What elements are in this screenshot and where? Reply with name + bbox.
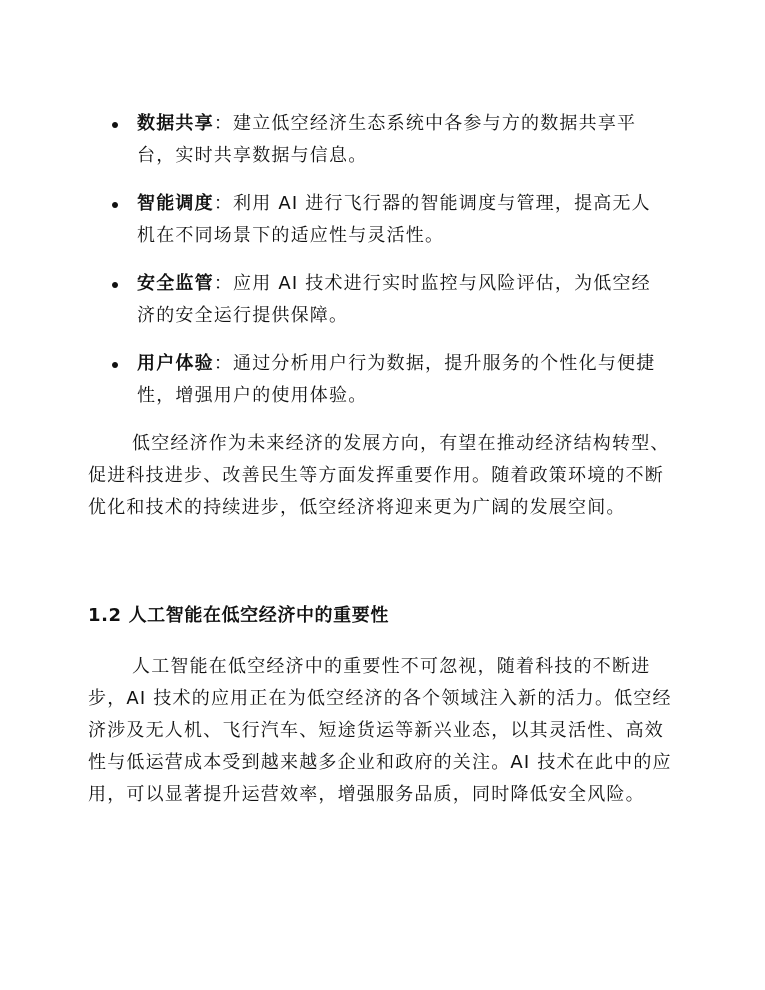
bullet-colon: ：	[213, 353, 234, 374]
bullet-text: 通过分析用户行为数据，提升服务的个性化与便捷性，增强用户的使用体验。	[137, 353, 656, 406]
bullet-item-user-experience	[0, 348, 667, 412]
bullet-list	[0, 108, 765, 428]
bullet-colon: ：	[213, 273, 234, 294]
section-title: 人工智能在低空经济中的重要性	[128, 605, 389, 626]
bullet-text: 建立低空经济生态系统中各参与方的数据共享平台，实时共享数据与信息。	[137, 113, 637, 166]
bullet-title: 智能调度	[137, 193, 214, 214]
bullet-item-data-sharing	[0, 108, 667, 172]
bullet-title: 数据共享	[137, 113, 214, 134]
bullet-dot	[112, 362, 118, 368]
section-number: 1.2	[88, 605, 122, 626]
body-paragraph: 低空经济作为未来经济的发展方向，有望在推动经济结构转型、促进科技进步、改善民生等方面发挥重要作用。随着政策环境的不断优化和技术的持续进步，低空经济将迎来更为广阔的发展空间。	[88, 433, 670, 518]
bullet-text: 利用 AI 进行飞行器的智能调度与管理，提高无人机在不同场景下的适应性与灵活性。	[137, 193, 651, 246]
bullet-dot	[112, 282, 118, 288]
bullet-title: 安全监管	[137, 273, 214, 294]
bullet-item-safety-supervision	[0, 268, 667, 332]
bullet-item-smart-scheduling	[0, 188, 667, 252]
section-heading	[88, 600, 389, 632]
bullet-dot	[112, 122, 118, 128]
body-paragraph: 人工智能在低空经济中的重要性不可忽视，随着科技的不断进步，AI 技术的应用正在为低空经济的各个领域注入新的活力。低空经济涉及无人机、飞行汽车、短途货运等新兴业态，以其灵活性、高效性与低运营成本受到越来越多企业和政府的关注。AI 技术在此中的应用，可以显著提升运营效率，增强服务品质，同时降低安全风险。	[88, 656, 672, 805]
bullet-text: 应用 AI 技术进行实时监控与风险评估，为低空经济的安全运行提供保障。	[137, 273, 651, 326]
bullet-colon: ：	[213, 113, 234, 134]
bullet-dot	[112, 202, 118, 208]
bullet-title: 用户体验	[137, 353, 214, 374]
bullet-colon: ：	[213, 193, 234, 214]
